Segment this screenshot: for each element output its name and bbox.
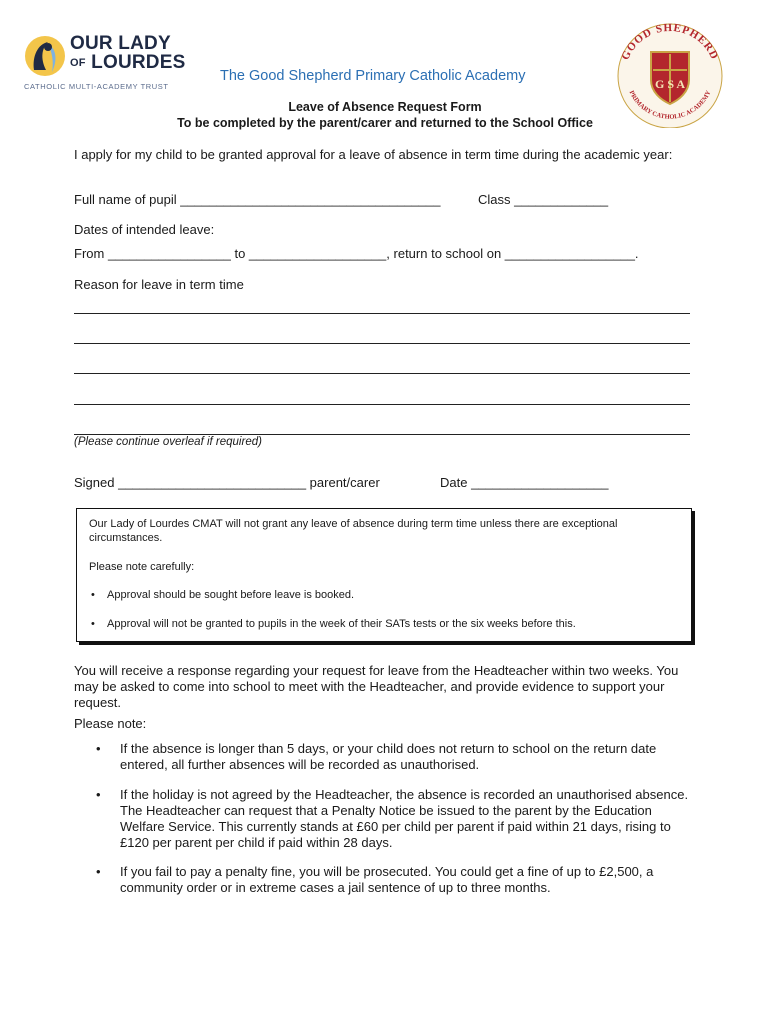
bullet-icon: • bbox=[96, 741, 101, 756]
note-bullet: If the holiday is not agreed by the Headteacher, the absence is recorded an unauthorised absence. The Headteacher can request that a Penalty Notice be issued to the parent by the Education Welfare Service. This currently stands at £60 per child per parent if paid within 21 days, rising to £120 per parent per child if paid within 28 days. bbox=[120, 787, 689, 850]
date-field[interactable]: Date ___________________ bbox=[440, 475, 609, 490]
bullet-icon: • bbox=[96, 787, 101, 802]
response-text: You will receive a response regarding your request for leave from the Headteacher within two weeks. You may be asked to come into school to meet with the Headteacher, and provide evidence to support your request. bbox=[74, 663, 679, 710]
reason-line[interactable] bbox=[74, 343, 690, 344]
notice-bullet: Approval will not be granted to pupils in the week of their SATs tests or the six weeks before this. bbox=[107, 618, 576, 630]
form-title-line2: To be completed by the parent/carer and returned to the School Office bbox=[177, 116, 593, 130]
signature-field[interactable]: Signed __________________________ parent/carer bbox=[74, 475, 380, 490]
bullet-icon: • bbox=[91, 618, 95, 630]
notice-please-note: Please note carefully: bbox=[89, 561, 195, 573]
trust-tagline: CATHOLIC MULTI-ACADEMY TRUST bbox=[24, 82, 169, 91]
form-title-line1: Leave of Absence Request Form bbox=[288, 100, 482, 114]
crest-bottom-text: PRIMARY CATHOLIC ACADEMY bbox=[627, 89, 713, 121]
reason-line[interactable] bbox=[74, 373, 690, 374]
crest-top-text: GOOD SHEPHERD bbox=[619, 21, 721, 62]
reason-line[interactable] bbox=[74, 434, 690, 435]
reason-line[interactable] bbox=[74, 313, 690, 314]
crest-monogram: G S A bbox=[654, 77, 686, 91]
intro-text: I apply for my child to be granted approval for a leave of absence in term time during the academic year: bbox=[74, 147, 673, 162]
class-field[interactable]: Class _____________ bbox=[478, 192, 609, 207]
notice-box bbox=[76, 508, 692, 642]
dates-field[interactable]: From _________________ to ___________________, return to school on __________________. bbox=[74, 246, 639, 261]
bullet-icon: • bbox=[91, 589, 95, 601]
dates-label: Dates of intended leave: bbox=[74, 222, 215, 237]
overleaf-note: (Please continue overleaf if required) bbox=[74, 436, 262, 448]
note-bullet: If you fail to pay a penalty fine, you will be prosecuted. You could get a fine of up to £2,500, a community order or in extreme cases a jail sentence of up to three months. bbox=[120, 864, 654, 895]
reason-line[interactable] bbox=[74, 404, 690, 405]
notice-bullet: Approval should be sought before leave is booked. bbox=[107, 589, 355, 601]
note-bullet: If the absence is longer than 5 days, or your child does not return to school on the return date entered, all further absences will be recorded as unauthorised. bbox=[120, 741, 657, 772]
reason-label: Reason for leave in term time bbox=[74, 277, 244, 292]
trust-logo bbox=[24, 34, 194, 96]
notice-text: Our Lady of Lourdes CMAT will not grant any leave of absence during term time unless there are exceptional circumstances. bbox=[89, 518, 618, 544]
please-note-label: Please note: bbox=[74, 716, 147, 731]
form-title bbox=[0, 99, 770, 131]
pupil-name-field[interactable]: Full name of pupil ____________________________________ bbox=[74, 192, 441, 207]
trust-logo-icon bbox=[24, 34, 66, 78]
school-name: The Good Shepherd Primary Catholic Academy bbox=[220, 68, 526, 84]
trust-name: OUR LADY OF LOURDES bbox=[70, 33, 186, 73]
bullet-icon: • bbox=[96, 864, 101, 879]
